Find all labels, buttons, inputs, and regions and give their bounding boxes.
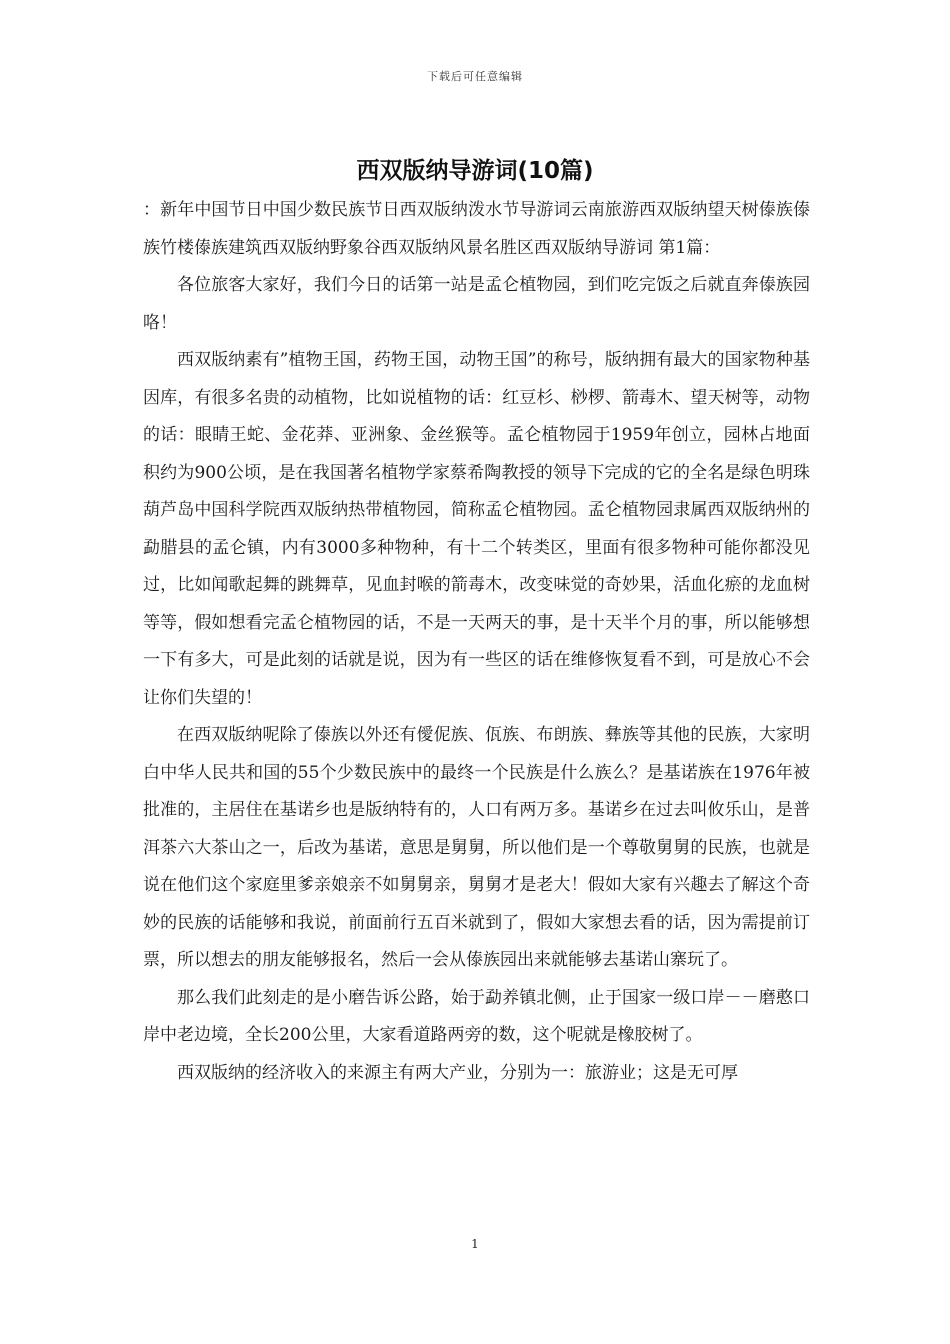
keywords-paragraph: ：新年中国节日中国少数民族节日西双版纳泼水节导游词云南旅游西双版纳望天树傣族傣族竹楼傣族建筑西双版纳野象谷西双版纳风景名胜区西双版纳导游词 第1篇：: [143, 200, 810, 258]
body-paragraph: 西双版纳素有”植物王国，药物王国，动物王国”的称号，版纳拥有最大的国家物种基因库，有很多名贵的动植物，比如说植物的话：红豆杉、桫椤、箭毒木、望天树等，动物的话：眼睛王蛇、金花莽、亚洲象、金丝猴等。孟仑植物园于1959年创立，园林占地面积约为900公顷，是在我国著名植物学家蔡希陶教授的领导下完成的它的全名是绿色明珠葫芦岛中国科学院西双版纳热带植物园，简称孟仑植物园。孟仑植物园隶属西双版纳州的勐腊县的孟仑镇，内有3000多种物种，有十二个转类区，里面有很多物种可能你都没见过，比如闻歌起舞的跳舞草，见血封喉的箭毒木，改变味觉的奇妙果，活血化瘀的龙血树等等，假如想看完孟仑植物园的话，不是一天两天的事，是十天半个月的事，所以能够想一下有多大，可是此刻的话就是说，因为有一些区的话在维修恢复看不到，可是放心不会让你们失望的！: [143, 350, 810, 708]
body-paragraph: 那么我们此刻走的是小磨告诉公路，始于勐养镇北侧，止于国家一级口岸－－磨憨口岸中老边境，全长200公里，大家看道路两旁的数，这个呢就是橡胶树了。: [143, 987, 810, 1045]
page-number: 1: [471, 1237, 479, 1251]
body-paragraph: 各位旅客大家好，我们今日的话第一站是孟仑植物园，到们吃完饭之后就直奔傣族园咯！: [143, 275, 810, 333]
body-paragraph: 在西双版纳呢除了傣族以外还有僾伲族、佤族、布朗族、彝族等其他的民族，大家明白中华人民共和国的55个少数民族中的最终一个民族是什么族么？是基诺族在1976年被批准的，主居住在基诺乡也是版纳特有的，人口有两万多。基诺乡在过去叫攸乐山，是普洱茶六大茶山之一，后改为基诺，意思是舅舅，所以他们是一个尊敬舅舅的民族，也就是说在他们这个家庭里爹亲娘亲不如舅舅亲，舅舅才是老大！假如大家有兴趣去了解这个奇妙的民族的话能够和我说，前面前行五百米就到了，假如大家想去看的话，因为需提前订票，所以想去的朋友能够报名，然后一会从傣族园出来就能够去基诺山寨玩了。: [143, 725, 810, 970]
document-body: [143, 192, 810, 1092]
body-paragraph: 西双版纳的经济收入的来源主有两大产业，分别为一：旅游业；这是无可厚: [177, 1062, 738, 1083]
document-title: 西双版纳导游词(10篇): [356, 158, 594, 184]
header-note: 下载后可任意编辑: [427, 70, 523, 83]
